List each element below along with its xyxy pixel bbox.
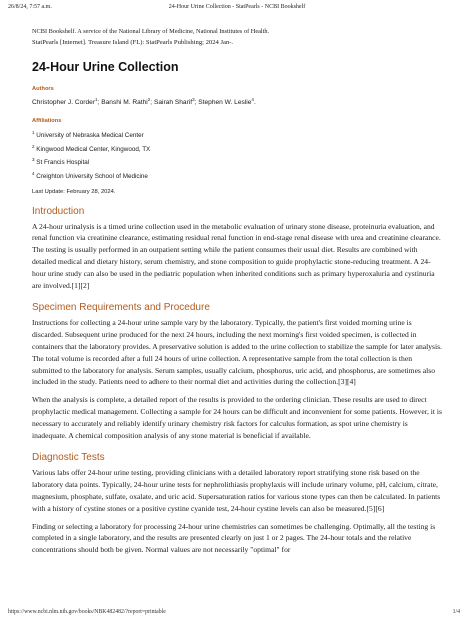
page-number: 1/4 <box>452 609 460 615</box>
section-heading-specimen: Specimen Requirements and Procedure <box>32 302 210 314</box>
article-title: 24-Hour Urine Collection <box>32 60 179 74</box>
affiliations-list <box>32 128 443 182</box>
affiliations-label: Affiliations <box>32 118 62 125</box>
author-link[interactable]: Sairah Sharif$^3$ <box>153 97 195 107</box>
author-link[interactable]: Banshi M. Rathi$^2$ <box>101 97 151 107</box>
print-page-title: 24-Hour Urine Collection - StatPearls - NCBI Bookshelf <box>168 4 306 10</box>
section-paragraph: Finding or selecting a laboratory for processing 24-hour urine chemistries can sometimes be challenging. Optimally, all the testing is completed in a single laboratory, and the results are presented clearly on just 1 or 2 pages. The 24-hour totals and the relative concentrations should both be given. Normal values are not necessarily "optimal" for <box>32 521 436 555</box>
section-heading-introduction: Introduction <box>32 205 85 217</box>
article-page <box>32 27 443 562</box>
print-datetime: 26/8/24, 7:57 a.m. <box>8 4 52 10</box>
bookshelf-notice: NCBI Bookshelf. A service of the National Library of Medicine, National Institutes of Health. <box>32 28 270 35</box>
section-paragraph: A 24-hour urinalysis is a timed urine collection used in the metabolic evaluation of urinary stone disease, proteinuria evaluation, and renal function via creatinine clearance, estimating residual renal function in end-stage renal disease with urea and creatinine clearance. The testing is usually performed in an outpatient setting while the patient consumes their usual diet. Results are combined with detailed medical and dietary history, serum chemistry, and stone composition to guide prophylactic stone-reducing treatment. A 24-hour urine study can also be used in the pediatric population when inherited conditions such as primary hyperoxaluria and cystinuria are involved.[1][2] <box>32 221 441 290</box>
affiliation-item: $^2$ Kingwood Medical Center, Kingwood, TX <box>32 143 151 153</box>
affiliation-item: $^4$ Creighton University School of Medicine <box>32 170 148 181</box>
authors-label: Authors <box>32 86 54 92</box>
author-link[interactable]: Stephen W. Leslie$^4$ <box>198 97 254 107</box>
publication-line: StatPearls [Internet]. Treasure Island (FL): StatPearls Publishing; 2024 Jan-. <box>32 39 234 46</box>
author-link[interactable]: Christopher J. Corder$^1$ <box>32 97 98 107</box>
last-update: Last Update: February 28, 2024. <box>32 188 116 195</box>
section-paragraph: Various labs offer 24-hour urine testing, providing clinicians with a detailed laboratory report stratifying stone risk based on the laboratory data points. Typically, 24-hour urine tests for nephrolithiasis prophylaxis will include urinary volume, pH, calcium, citrate, magnesium, phosphate, sulfate, oxalate, and uric acid. Supersaturation ratios for various stone types can then be calculated. In patients with a history of cystine stones or a positive cystine cyanide test, 24-hour cystine levels can also be measured.[5][6] <box>32 468 441 513</box>
page-url: https://www.ncbi.nlm.nih.gov/books/NBK482482/?report=printable <box>8 609 166 615</box>
section-paragraph: When the analysis is complete, a detailed report of the results is provided to the ordering clinician. These results are used to direct prophylactic medical management. Collecting a sample for 24 hours can be difficult and inconvenient for some patients. However, it is necessary to accurately and reliably identify urinary chemistry risk factors for calculus formation, as spot urine chemistry is inadequate. A chemical composition analysis of any stone material is beneficial if available. <box>32 395 442 440</box>
authors-list: Christopher J. Corder$^1$; Banshi M. Rathi$^2$; Sairah Sharif$^3$; Stephen W. Leslie$^4$. <box>32 97 256 107</box>
affiliation-item: $^3$ St Francis Hospital <box>32 157 90 167</box>
section-heading-diagnostic-tests: Diagnostic Tests <box>32 452 105 464</box>
affiliation-item: $^1$ University of Nebraska Medical Center <box>32 130 144 140</box>
section-paragraph: Instructions for collecting a 24-hour urine sample vary by the laboratory. Typically, the patient's first voided morning urine is discarded. Subsequent urine produced for the next 24 hours, including the next morning's first voided specimen, is collected in containers that the laboratory provides. A preservative solution is added to the urine collection to stabilize the sample for later analysis. The total volume is recorded after a full 24 hours of urine collection. A representative sample from the total collection is then submitted to the laboratory for analysis. Serum samples, usually calcium, phosphorus, uric acid, and phosphorus, are sometimes also included in the study. Patients need to adhere to their normal diet and activities during the collection.[3][4] <box>32 318 442 387</box>
